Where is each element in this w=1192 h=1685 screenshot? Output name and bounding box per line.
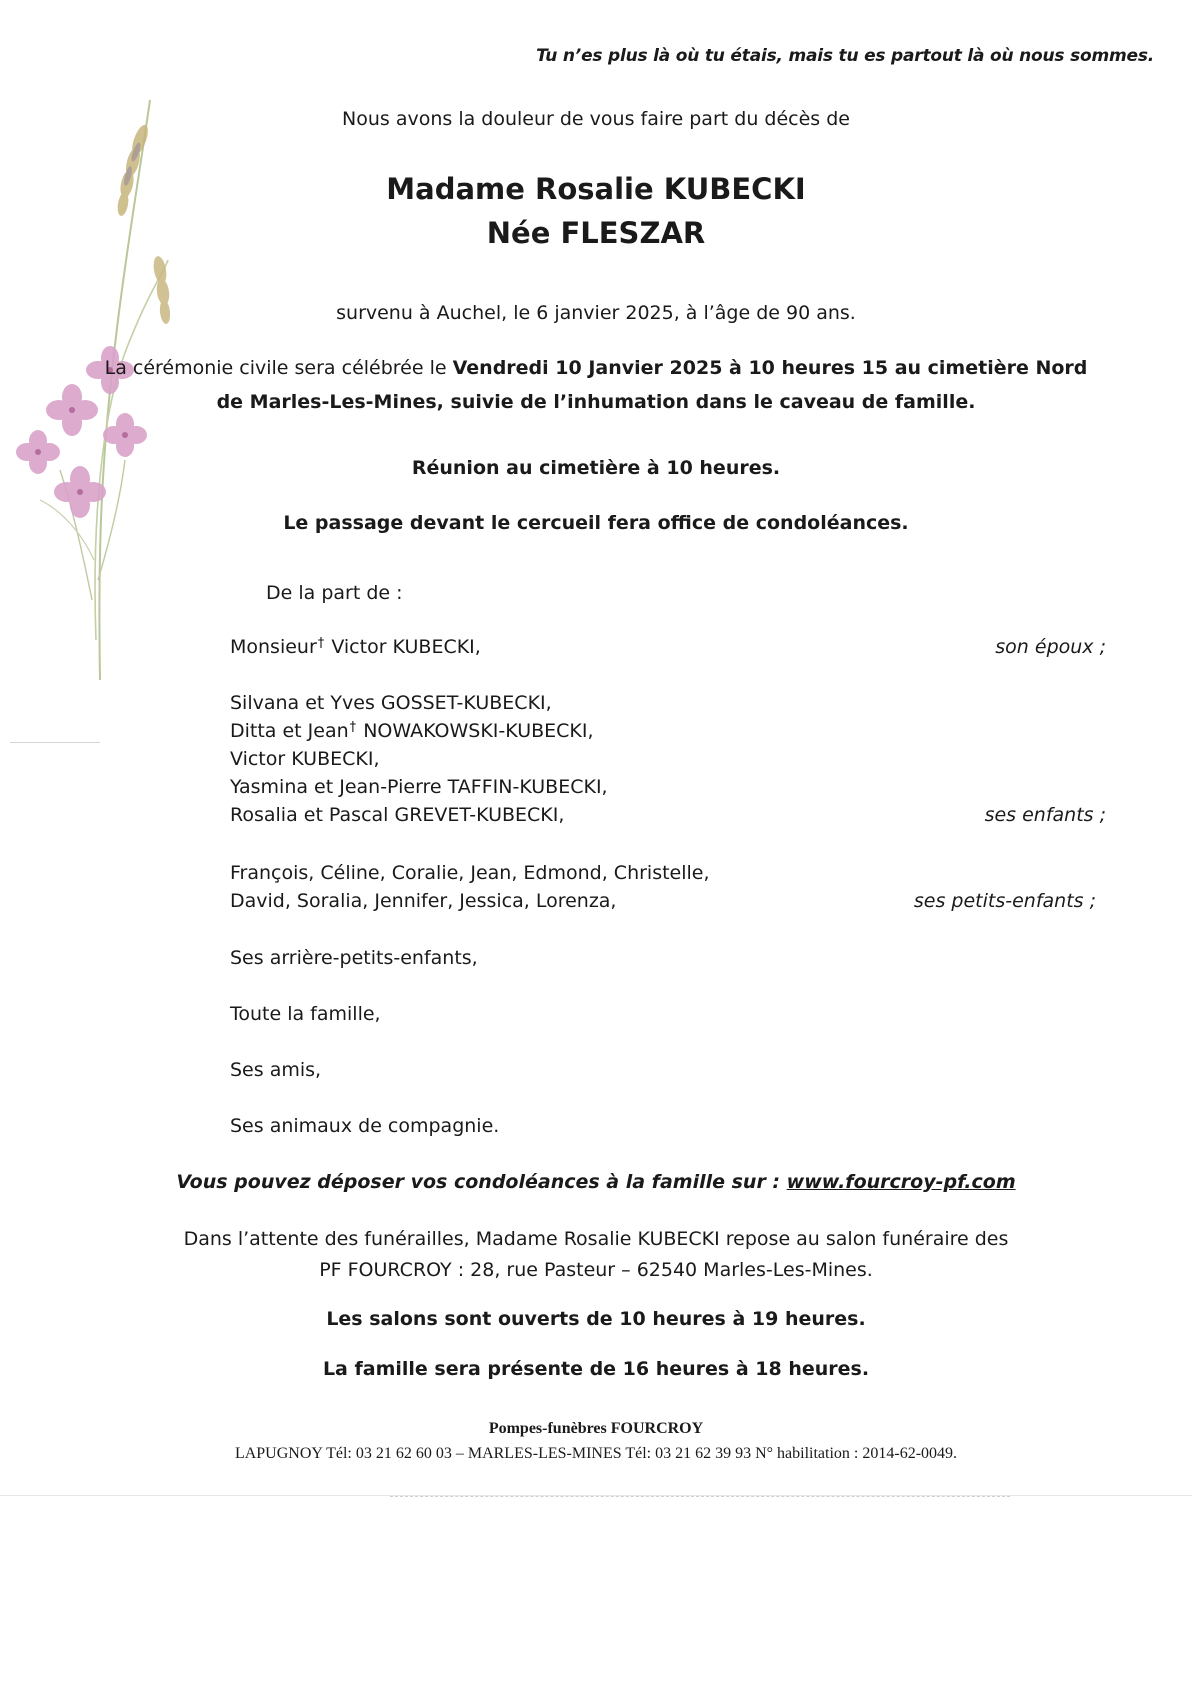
- from-label: De la part de :: [266, 582, 403, 604]
- child-line: Rosalia et Pascal GREVET-KUBECKI,: [230, 804, 565, 826]
- whole-family: Toute la famille,: [230, 1003, 381, 1025]
- spouse-role: son époux ;: [995, 636, 1106, 658]
- cross-icon: †: [317, 636, 325, 651]
- child-line: Victor KUBECKI,: [230, 748, 380, 770]
- salon-hours: Les salons sont ouverts de 10 heures à 19 heures.: [326, 1308, 866, 1330]
- child-line: Silvana et Yves GOSSET-KUBECKI,: [230, 692, 552, 714]
- online-condolences: [0, 1171, 1192, 1193]
- grandchild-line: David, Soralia, Jennifer, Jessica, Lorenza,: [230, 890, 617, 912]
- footer-divider: [390, 1496, 1010, 1497]
- ceremony-line-1: [0, 357, 1192, 379]
- epigraph: Tu n’es plus là où tu étais, mais tu es partout là où nous sommes.: [536, 46, 1154, 66]
- footer-contacts: LAPUGNOY Tél: 03 21 62 60 03 – MARLES-LES-MINES Tél: 03 21 62 39 93 N° habilitation : 2014-62-0049.: [234, 1445, 958, 1462]
- child-line: Yasmina et Jean-Pierre TAFFIN-KUBECKI,: [230, 776, 608, 798]
- deceased-name: Madame Rosalie KUBECKI: [386, 172, 806, 206]
- condolences-link[interactable]: www.fourcroy-pf.com: [786, 1171, 1016, 1193]
- rest-line-2: PF FOURCROY : 28, rue Pasteur – 62540 Marles-Les-Mines.: [319, 1259, 873, 1281]
- left-margin-rule: [10, 742, 100, 743]
- death-details: survenu à Auchel, le 6 janvier 2025, à l’âge de 90 ans.: [336, 302, 856, 324]
- child-line: [230, 720, 594, 742]
- great-grandchildren: Ses arrière-petits-enfants,: [230, 947, 478, 969]
- ceremony-line-2: de Marles-Les-Mines, suivie de l’inhumation dans le caveau de famille.: [216, 391, 976, 413]
- child-surname: NOWAKOWSKI-KUBECKI,: [357, 720, 594, 742]
- condolence-note: Le passage devant le cercueil fera office de condoléances.: [283, 512, 909, 534]
- bottom-rule: [0, 1495, 1192, 1496]
- spouse-fullname: Victor KUBECKI,: [325, 636, 481, 658]
- online-condolences-text: Vous pouvez déposer vos condoléances à la famille sur :: [176, 1171, 787, 1193]
- pets: Ses animaux de compagnie.: [230, 1115, 500, 1137]
- spouse-name: [230, 636, 481, 658]
- family-presence: La famille sera présente de 16 heures à 18 heures.: [322, 1358, 870, 1380]
- ceremony-prefix: La cérémonie civile sera célébrée le: [104, 357, 447, 379]
- ceremony-date: Vendredi 10 Janvier 2025 à 10 heures 15 au cimetière Nord: [452, 357, 1088, 379]
- rest-line-1: Dans l’attente des funérailles, Madame Rosalie KUBECKI repose au salon funéraire des: [183, 1228, 1009, 1250]
- intro-text: Nous avons la douleur de vous faire part du décès de: [342, 108, 850, 130]
- cross-icon: †: [349, 720, 357, 735]
- spouse-title: Monsieur: [230, 636, 317, 658]
- children-role: ses enfants ;: [984, 804, 1106, 826]
- grandchildren-role: ses petits-enfants ;: [913, 890, 1096, 912]
- meeting-note: Réunion au cimetière à 10 heures.: [411, 457, 781, 479]
- maiden-name: Née FLESZAR: [486, 216, 706, 250]
- grandchild-line: François, Céline, Coralie, Jean, Edmond, Christelle,: [230, 862, 710, 884]
- friends: Ses amis,: [230, 1059, 322, 1081]
- child-names: Ditta et Jean: [230, 720, 349, 742]
- footer-title: Pompes-funèbres FOURCROY: [488, 1420, 704, 1437]
